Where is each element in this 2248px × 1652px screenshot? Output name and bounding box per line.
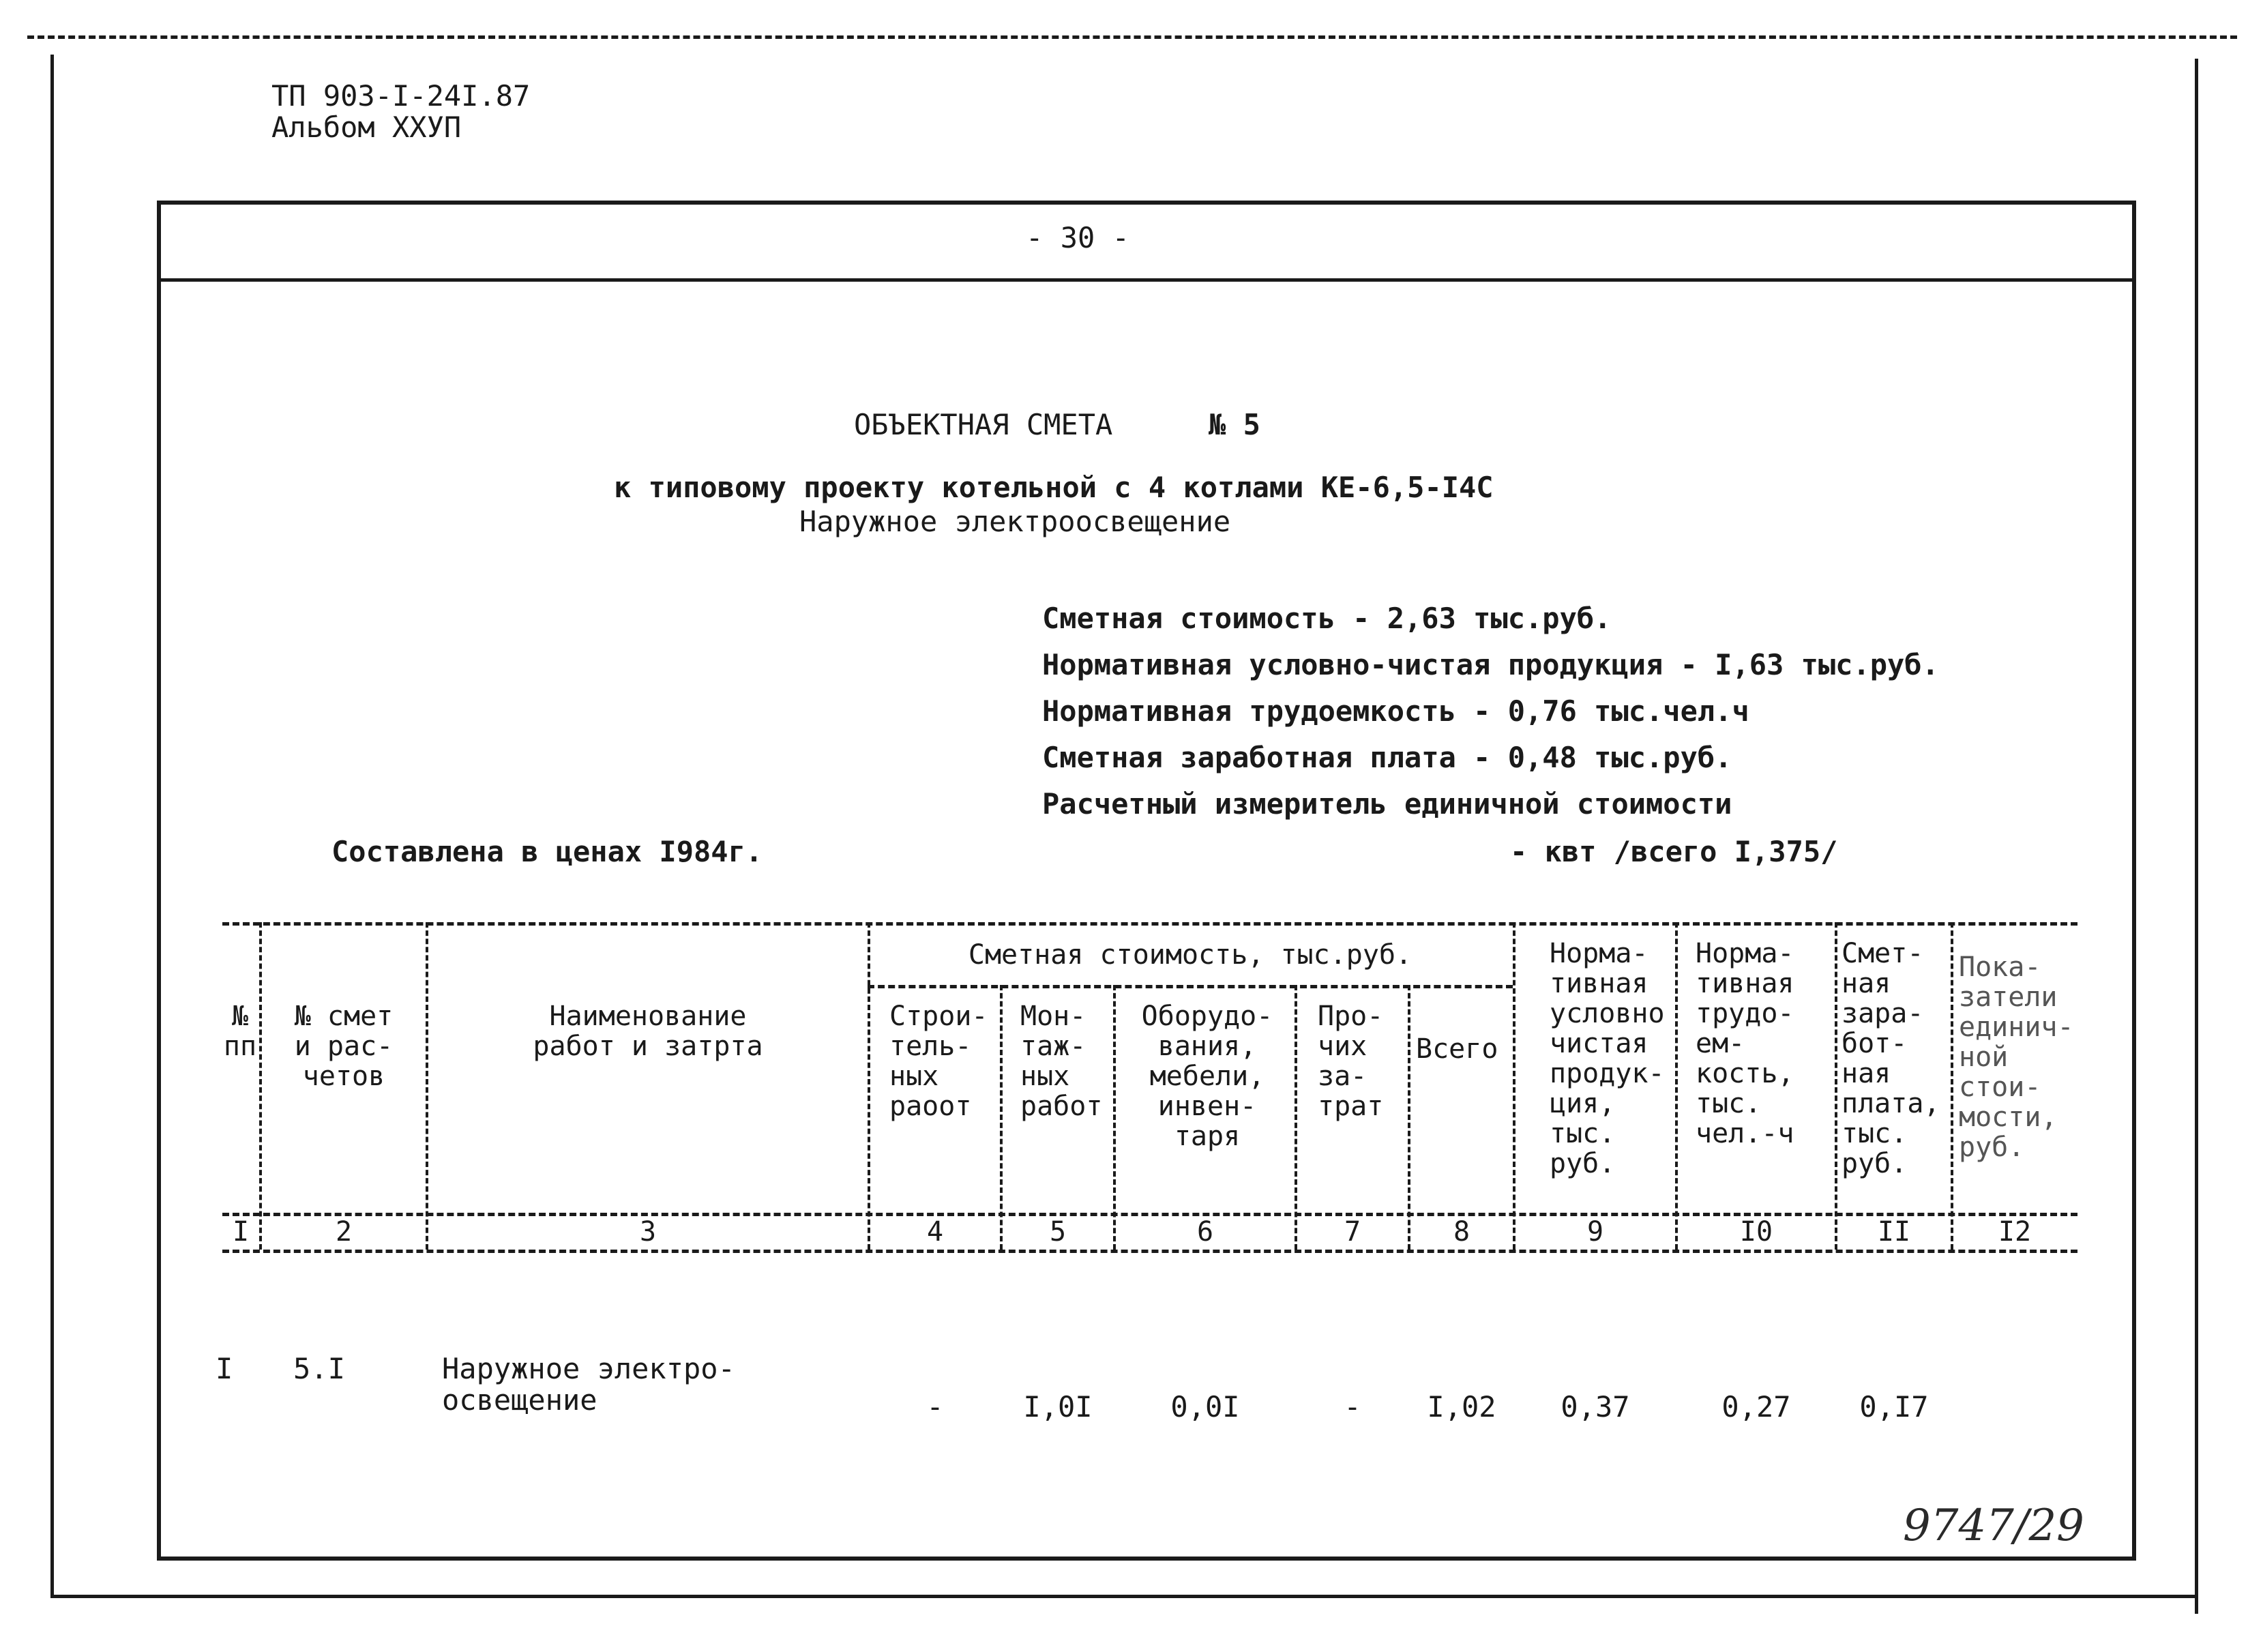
document-title: ОБЪЕКТНАЯ СМЕТА bbox=[854, 408, 1113, 441]
album-code: ТП 903-I-24I.87 bbox=[271, 79, 531, 113]
subtitle-project: к типовому проекту котельной с 4 котлами КЕ-6,5-I4С bbox=[614, 471, 1494, 504]
cell-total: I,02 bbox=[1427, 1390, 1496, 1424]
group-header: Сметная стоимость, тыс.руб. bbox=[968, 939, 1413, 971]
album-volume: Альбом ХХУП bbox=[271, 110, 462, 144]
col-number: 6 bbox=[1196, 1216, 1214, 1248]
col-sep bbox=[868, 922, 870, 1250]
col-header-total: Всего bbox=[1416, 1033, 1498, 1065]
page-header-divider bbox=[161, 278, 2132, 282]
cell-name-2: освещение bbox=[442, 1383, 597, 1417]
bottom-border bbox=[50, 1595, 2196, 1598]
col-header-other: Про- чих за- трат bbox=[1318, 1001, 1384, 1122]
col-number: I0 bbox=[1739, 1216, 1773, 1248]
col-number: 9 bbox=[1586, 1216, 1604, 1248]
col-number: 4 bbox=[926, 1216, 944, 1248]
col-header-net-output: Норма- тивная условно чистая продук- ция, тыс. руб. bbox=[1550, 938, 1665, 1179]
cell-build: - bbox=[926, 1390, 944, 1424]
col-header-labor: Норма- тивная трудо- ем- кость, тыс. чел.-ч bbox=[1696, 938, 1794, 1149]
col-number: 8 bbox=[1453, 1216, 1470, 1248]
cell-smeta: 5.I bbox=[293, 1352, 345, 1385]
summary-unit-meter: Расчетный измеритель единичной стоимости bbox=[1042, 787, 1732, 821]
col-sep bbox=[1408, 985, 1410, 1250]
handwritten-archive-number: 9747/29 bbox=[1903, 1501, 2084, 1551]
col-header-name: Наименование работ и затрта bbox=[533, 1001, 763, 1062]
summary-labor: Нормативная трудоемкость - 0,76 тыс.чел.ч bbox=[1042, 694, 1749, 728]
cell-wage: 0,I7 bbox=[1859, 1390, 1929, 1424]
summary-net-output: Нормативная условно-чистая продукция - I,63 тыс.руб. bbox=[1042, 648, 1939, 681]
col-sep bbox=[1113, 985, 1116, 1250]
col-number: 3 bbox=[639, 1216, 657, 1248]
col-sep bbox=[1000, 985, 1003, 1250]
table-top-line bbox=[222, 922, 2077, 926]
col-number: II bbox=[1877, 1216, 1911, 1248]
col-header-equipment: Оборудо- вания, мебели, инвен- таря bbox=[1141, 1001, 1273, 1152]
page-number: - 30 - bbox=[1026, 221, 1129, 254]
col-header-unit-cost: Пока- затели единич- ной стои- мости, руб. bbox=[1959, 952, 2074, 1163]
col-number: 5 bbox=[1049, 1216, 1067, 1248]
cell-other: - bbox=[1344, 1390, 1361, 1424]
top-dashed-border bbox=[27, 35, 2237, 39]
col-header-build: Строи- тель- ных раоот bbox=[889, 1001, 988, 1122]
col-header-smeta: № смет и рас- четов bbox=[294, 1001, 394, 1092]
col-number: I2 bbox=[1998, 1216, 2032, 1248]
col-header-pp: № пп bbox=[223, 1001, 257, 1062]
col-number: 2 bbox=[335, 1216, 353, 1248]
col-number: I bbox=[232, 1216, 250, 1248]
unit-line: - квт /всего I,375/ bbox=[1510, 835, 1838, 868]
cell-net-output: 0,37 bbox=[1561, 1390, 1630, 1424]
col-sep bbox=[1835, 922, 1837, 1250]
cell-mount: I,0I bbox=[1023, 1390, 1093, 1424]
col-sep bbox=[1513, 922, 1515, 1250]
col-sep bbox=[1675, 922, 1678, 1250]
summary-cost: Сметная стоимость - 2,63 тыс.руб. bbox=[1042, 602, 1612, 635]
summary-wage: Сметная заработная плата - 0,48 тыс.руб. bbox=[1042, 741, 1732, 774]
cell-labor: 0,27 bbox=[1721, 1390, 1791, 1424]
header-numbers-bottom bbox=[222, 1250, 2077, 1253]
col-sep bbox=[426, 922, 428, 1250]
prices-note: Составлена в ценах I984г. bbox=[331, 835, 763, 868]
col-number: 7 bbox=[1344, 1216, 1361, 1248]
subtitle-section: Наружное электроосвещение bbox=[799, 505, 1231, 538]
cell-equipment: 0,0I bbox=[1170, 1390, 1240, 1424]
col-sep bbox=[1951, 922, 1953, 1250]
col-header-mount: Мон- таж- ных работ bbox=[1020, 1001, 1103, 1122]
estimate-number: № 5 bbox=[1209, 408, 1260, 441]
right-border bbox=[2195, 59, 2198, 1614]
cell-name-1: Наружное электро- bbox=[442, 1352, 735, 1385]
group-header-line bbox=[868, 985, 1513, 988]
cell-pp: I bbox=[216, 1352, 233, 1385]
col-header-wage: Смет- ная зара- бот- ная плата, тыс. руб. bbox=[1842, 938, 1940, 1179]
left-border bbox=[50, 55, 54, 1595]
header-numbers-top bbox=[222, 1213, 2077, 1216]
